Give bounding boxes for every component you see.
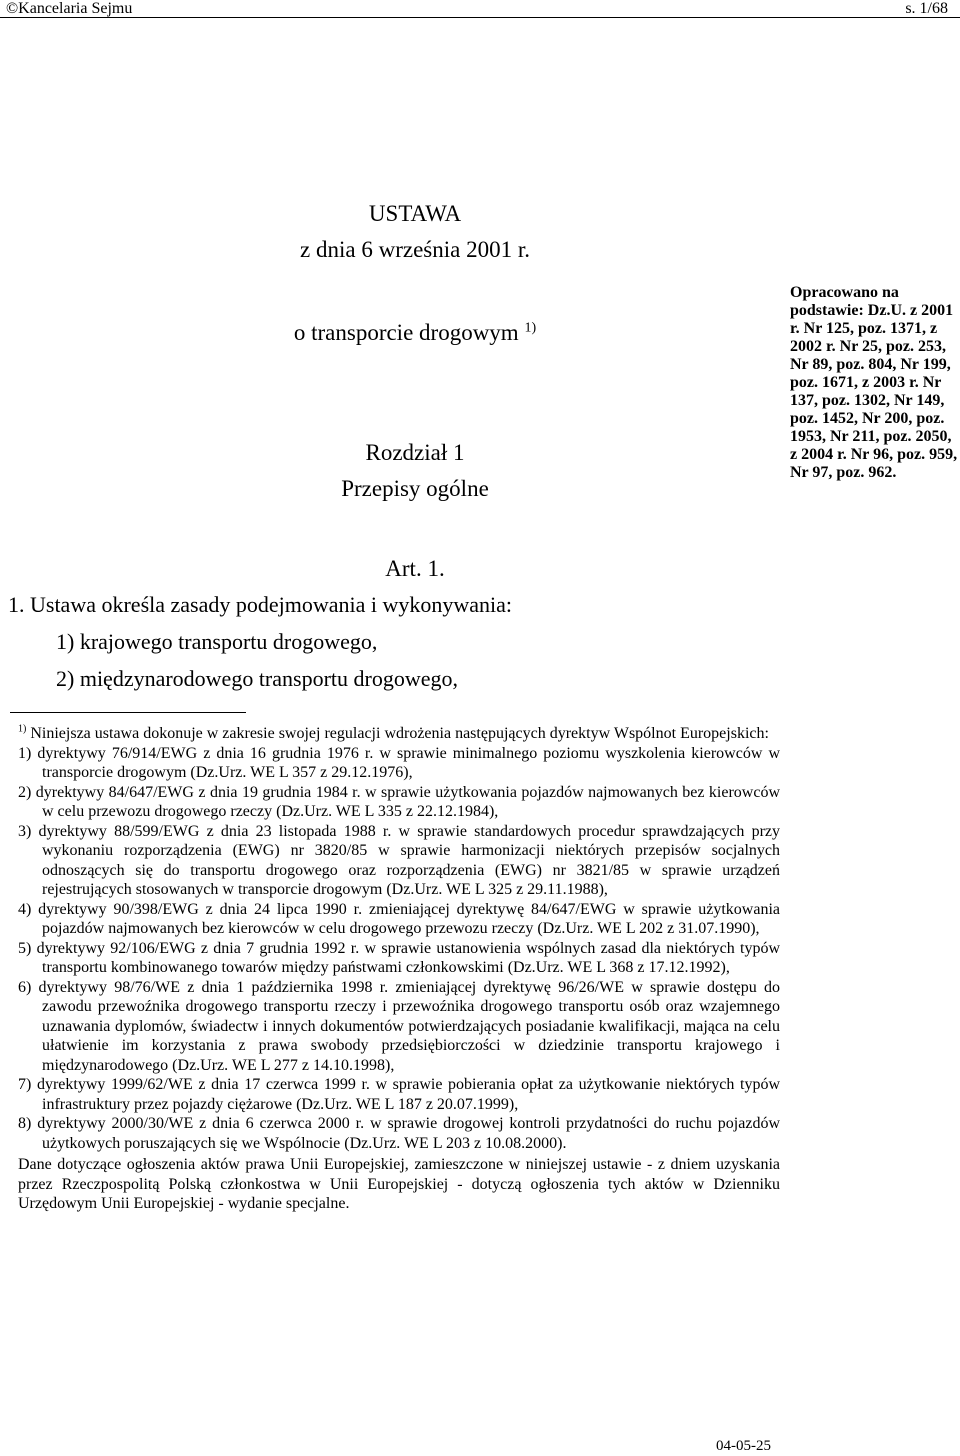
document-subject — [180, 319, 650, 347]
directive-item: 1) dyrektywy 76/914/EWG z dnia 16 grudnia 1976 r. w sprawie minimalnego poziomu wyszkolenia kierowców w transporcie drogowym (Dz.Urz. WE L 357 z 29.12.1976), — [18, 744, 780, 781]
article-item: 1) krajowego transportu drogowego, — [56, 629, 378, 654]
chapter-name: Przepisy ogólne — [341, 476, 489, 501]
footnote-reference: 1) — [524, 320, 537, 336]
footnote-marker: 1) — [18, 723, 27, 735]
footnote-outro: Dane dotyczące ogłoszenia aktów prawa Unii Europejskiej, zamieszczone w niniejszej ustawie - z dniem uzyskania przez Rzeczpospolitą Polską członkostwa w Unii Europejskiej - dotyczą ogłoszenia tych aktów w Dzienniku Urzędowym Unii Europejskiej - wydanie specjalne. — [18, 1156, 780, 1212]
document-date: z dnia 6 września 2001 r. — [300, 237, 530, 262]
directive-item: 3) dyrektywy 88/599/EWG z dnia 23 listopada 1988 r. w sprawie standardowych procedur sprawdzających przy wykonaniu rozporządzenia (EWG) nr 3820/85 w sprawie harmonizacji niektórych przepisów socjalnych odnoszących się do transportu drogowego oraz rozporządzenia (EWG) nr 3821/85 w sprawie urządzeń rejestrujących stosowanych w transporcie drogowym (Dz.Urz. WE L 325 z 29.11.1988), — [18, 822, 780, 898]
page-number: s. 1/68 — [905, 0, 948, 17]
document-type: USTAWA — [368, 201, 462, 226]
directive-item: 4) dyrektywy 90/398/EWG z dnia 24 lipca 1990 r. zmieniającej dyrektywę 84/647/EWG w sprawie użytkowania pojazdów najmowanych bez kierowców w celu drogowego przewozu rzeczy (Dz.Urz. WE L 202 z 31.07.1990), — [18, 900, 780, 937]
footnote-intro — [18, 724, 780, 744]
article-paragraph: 1. Ustawa określa zasady podejmowania i wykonywania: — [8, 592, 513, 617]
date-stamp: 04-05-25 — [716, 1438, 771, 1454]
directive-item: 5) dyrektywy 92/106/EWG z dnia 7 grudnia 1992 r. w sprawie ustanowienia wspólnych zasad dla niektórych typów transportu kombinowanego towarów między państwami członkowskimi (Dz.Urz. WE L 368 z 17.12.1992), — [18, 939, 780, 976]
footnote-intro-text: Niniejsza ustawa dokonuje w zakresie swojej regulacji wdrożenia następujących dyrektyw Wspólnot Europejskich: — [30, 725, 769, 742]
directive-item: 2) dyrektywy 84/647/EWG z dnia 19 grudnia 1984 r. w sprawie użytkowania pojazdów najmowanych bez kierowców w celu przewozu drogowego rzeczy (Dz.Urz. WE L 335 z 22.12.1984), — [18, 783, 780, 820]
footnote — [18, 724, 780, 1214]
source-margin-note: Opracowano na podstawie: Dz.U. z 2001 r. Nr 125, poz. 1371, z 2002 r. Nr 25, poz. 253, Nr 89, poz. 804, Nr 199, poz. 1671, z 2003 r. Nr 137, poz. 1302, Nr 149, poz. 1452, Nr 200, poz. 1953, Nr 211, poz. 2050, z 2004 r. Nr 96, poz. 959, Nr 97, poz. 962. — [790, 284, 958, 481]
directive-item: 8) dyrektywy 2000/30/WE z dnia 6 czerwca 2000 r. w sprawie drogowej kontroli przydatności do ruchu pojazdów użytkowych poruszających się we Wspólnocie (Dz.Urz. WE L 203 z 10.08.2000). — [18, 1115, 780, 1152]
article-item: 2) międzynarodowego transportu drogowego, — [56, 666, 459, 691]
directive-item: 7) dyrektywy 1999/62/WE z dnia 17 czerwca 1999 r. w sprawie pobierania opłat za użytkowanie niektórych typów infrastruktury przez pojazdy ciężarowe (Dz.Urz. WE L 187 z 20.07.1999), — [18, 1076, 780, 1113]
subject-text: o transporcie drogowym — [293, 320, 519, 345]
header-divider — [0, 17, 960, 18]
directive-item: 6) dyrektywy 98/76/WE z dnia 1 października 1998 r. zmieniającej dyrektywę 96/26/WE w sprawie dostępu do zawodu przewoźnika drogowego transportu rzeczy i przewoźnika drogowego transportu osób oraz wzajemnego uznawania dyplomów, świadectw i innych dokumentów potwierdzających posiadanie kwalifikacji, mająca na celu ułatwienie im korzystania z prawa swobody przedsiębiorczości w dziedzinie transportu krajowego i międzynarodowego (Dz.Urz. WE L 277 z 14.10.1998), — [18, 978, 780, 1074]
article-label: Art. 1. — [385, 556, 445, 581]
chapter-label: Rozdział 1 — [365, 440, 465, 465]
footnote-divider — [10, 712, 246, 713]
copyright-label: ©Kancelaria Sejmu — [6, 0, 133, 17]
